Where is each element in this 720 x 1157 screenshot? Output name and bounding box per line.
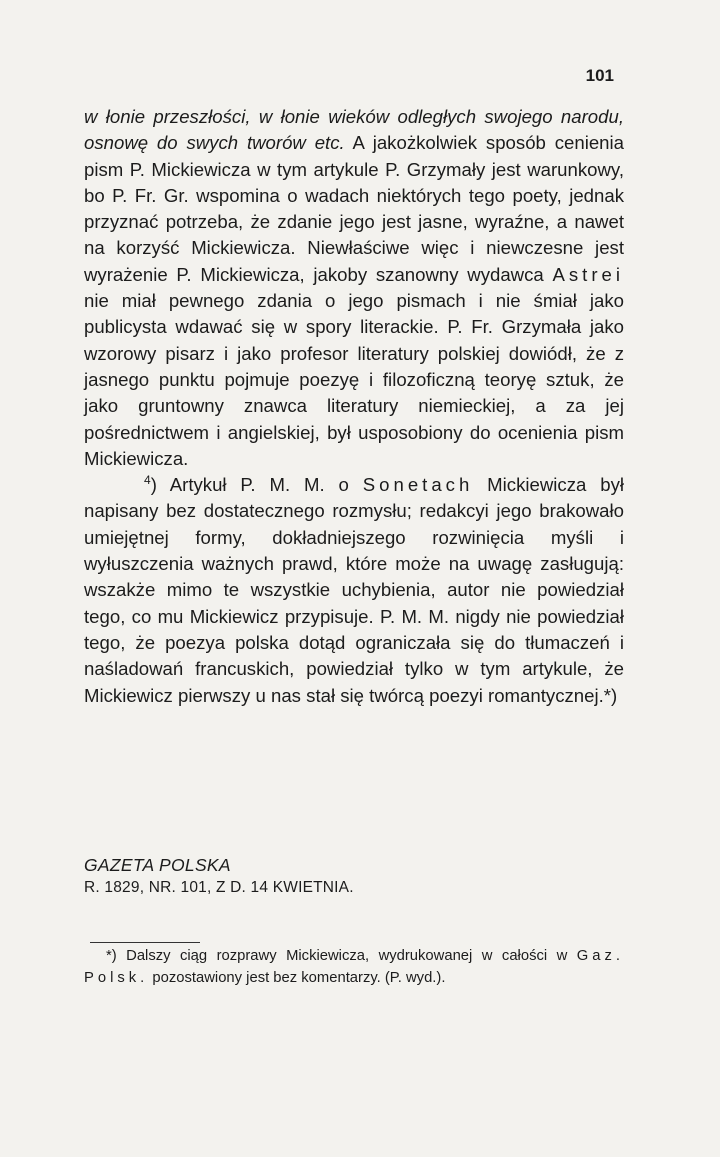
paragraph-note-4 — [84, 472, 624, 709]
paragraph-text: nie miał pewnego zdania o jego pismach i nie śmiał jako publicysta wdawać się w spory literackie. P. Fr. Grzymała jako wzorowy pisarz i jako profesor literatury polskiej dowiódł, że z jasnego punktu pojmuje poezyę i filozoficzną teoryę sztuk, że jako gruntowny znawca literatury niemieckiej, a za jej pośrednictwem i angielskiej, był usposobiony do ocenienia pism Mickiewicza. — [84, 290, 624, 469]
italic-quote: w łonie przeszłości, w łonie wieków odległych swojego narodu, osnowę do swych tworów etc. — [84, 106, 624, 154]
footnote-text — [84, 945, 624, 989]
paragraph-text: ) Artykuł P. M. M. o — [150, 474, 363, 496]
footnote-part: pozostawiony jest bez komentarzy. (P. wyd.). — [148, 970, 446, 986]
paragraph-continuation — [84, 104, 624, 472]
note-marker: 4 — [144, 472, 151, 487]
source-title: GAZETA POLSKA — [84, 855, 231, 875]
spaced-title-sonetach: Sonetach — [362, 474, 474, 496]
footnote — [84, 945, 624, 989]
page-number: 101 — [585, 66, 614, 85]
main-text — [84, 104, 624, 709]
spaced-title-gazeta: Gaz. Polsk. — [84, 948, 624, 986]
paragraph-text: A jakożkolwiek sposób cenienia pism P. Mickiewicza w tym artykule P. Grzymały jest warunkowy, bo P. Fr. Gr. wspomina o wadach niektórych tego poety, jednak przyznać potrzeba, że zdanie jego jest jasne, wyraźne, a nawet na korzyść Mickiewicza. Niewłaściwe więc i niewczesne jest wyrażenie P. Mickiewicza, jakoby szanowny wydawca — [84, 132, 624, 285]
source-date: R. 1829, NR. 101, Z D. 14 KWIETNIA. — [84, 879, 354, 896]
paragraph-text: Mickiewicza był napisany bez dostatecznego rozmysłu; redakcyi jego brakowało umiejętnej formy, dokładniejszego rozwinięcia myśli i wyłuszczenia ważnych prawd, które może na uwagę zasługują: wszakże mimo te wszystkie uchybienia, autor nie powiedział tego, co mu Mickiewicz przypisuje. P. M. M. nigdy nie powiedział tego, że poezya polska dotąd ograniczała się do tłumaczeń i naśladowań francuskich, powiedział tylko w tym artykule, że Mickiewicz pierwszy u nas stał się twórcą poezyi romantycznej.*) — [84, 474, 625, 706]
spaced-title-astrei: Astrei — [552, 263, 624, 285]
footnote-divider — [90, 942, 200, 943]
footnote-part: *) Dalszy ciąg rozprawy Mickiewicza, wydrukowanej w całości w — [106, 948, 577, 964]
